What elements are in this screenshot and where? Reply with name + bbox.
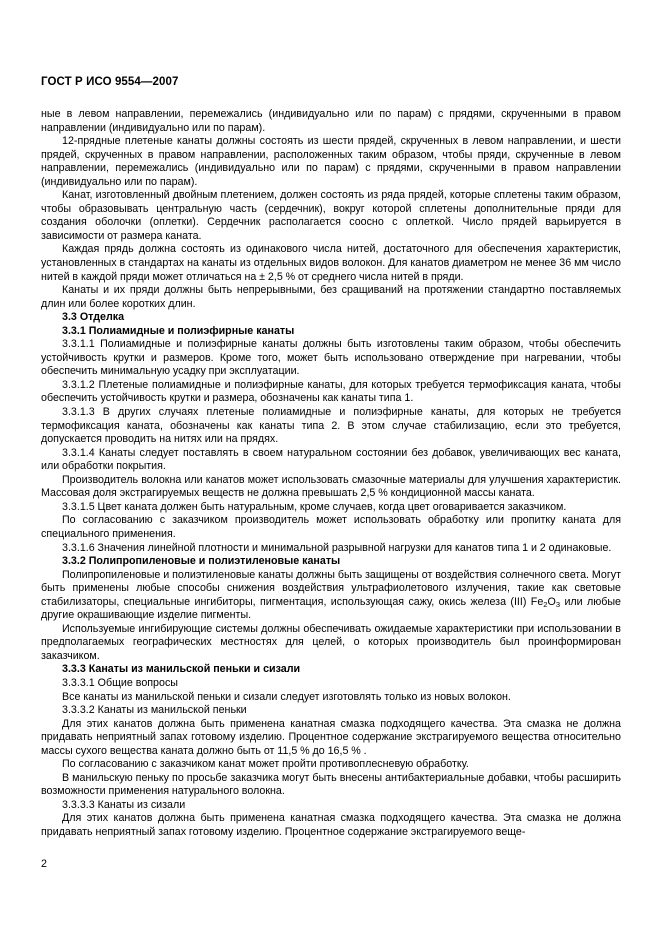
clause-3-3-1-5: 3.3.1.5 Цвет каната должен быть натуральным, кроме случаев, когда цвет оговаривается заказчиком.: [62, 500, 567, 513]
heading-3-3-3-1: 3.3.3.1 Общие вопросы: [62, 676, 178, 689]
clause-3-3-3-3-text: Для этих канатов должна быть применена канатная смазка подходящего качества. Эта смазка не должна придавать неприятный запах готовому изделию. Процентное содержание экстрагируемого веще-: [41, 812, 621, 838]
clause-3-3-3-2-antibacterial: В манильскую пеньку по просьбе заказчика могут быть внесены антибактериальные добавки, чтобы расширить возможности применения натурального волокна.: [41, 771, 621, 798]
clause-3-3-3-1-text: Все канаты из манильской пеньки и сизали следует изготовлять только из новых волокон.: [62, 690, 511, 703]
heading-3-3-3: 3.3.3 Канаты из манильской пеньки и сизали: [62, 663, 301, 676]
clause-3-3-1-2: 3.3.1.2 Плетеные полиамидные и полиэфирные канаты, для которых требуется термофиксация каната, чтобы обеспечить устойчивость крутки и размера, обозначены как канаты типа 1.: [41, 378, 621, 405]
clause-3-3-1-4: 3.3.1.4 Канаты следует поставлять в своем натуральном состоянии без добавок, увеличивающих вес каната, или обработки покрытия.: [41, 446, 621, 473]
paragraph-continued: ные в левом направлении, перемежались (индивидуально или по парам) с прядями, скрученными в правом направлении (индивидуально или по парам).: [41, 108, 621, 134]
heading-3-3-1: 3.3.1 Полиамидные и полиэфирные канаты: [62, 324, 295, 337]
clause-3-3-1-3: 3.3.1.3 В других случаях плетеные полиамидные и полиэфирные канаты, для которых не требуется термофиксация каната, обозначены как канаты типа 2. В этом случае стабилизацию, если это требуется, допускается проводить на нитях или на прядях.: [41, 406, 621, 446]
clause-3-3-2-inhibitors: Используемые ингибирующие системы должны обеспечивать ожидаемые характеристики при использовании в предполагаемых географических местностях для целей, о которых производитель был проинформирован заказчиком.: [41, 622, 621, 662]
heading-3-3-3-3: 3.3.3.3 Канаты из сизали: [62, 798, 186, 811]
heading-3-3-2: 3.3.2 Полипропиленовые и полиэтиленовые канаты: [62, 555, 341, 568]
clause-3-3-1-5-treatment: По согласованию с заказчиком производитель может использовать обработку или пропитку каната для специального применения.: [41, 514, 621, 540]
oxygen-symbol: O: [547, 595, 556, 608]
paragraph-double-braid: Канат, изготовленный двойным плетением, должен состоять из ряда прядей, которые сплетены таким образом, чтобы образовывать центральную часть (сердечник), вокруг которой сплетены дополнительные пряди для создания оболочки (оплетки). Сердечник располагается соосно с оплеткой. Число прядей варьируется в зависимости от размера каната.: [41, 189, 621, 242]
paragraph-strand-yarns: Каждая прядь должна состоять из одинакового числа нитей, достаточного для обеспечения характеристик, установленных в стандартах на канаты из отдельных видов волокон. Для канатов диаметром не менее 36 мм число нитей в каждой пряди может отличаться на ± 2,5 % от среднего числа нитей в пряди.: [41, 243, 621, 283]
clause-3-3-1-6: 3.3.1.6 Значения линейной плотности и минимальной разрывной нагрузки для канатов типа 1 и 2 одинаковые.: [62, 541, 612, 554]
heading-3-3-3-2: 3.3.3.2 Канаты из манильской пеньки: [62, 704, 247, 717]
clause-3-3-3-2-mildew: По согласованию с заказчиком канат может пройти противоплесневую обработку.: [62, 758, 469, 771]
clause-3-3-2-text-post: или любые другие окрашивающие изделие пигменты.: [41, 595, 621, 622]
subscript-three: 3: [555, 599, 561, 609]
clause-3-3-1-4-lubricants: Производитель волокна или канатов может использовать смазочные материалы для улучшения характеристик. Массовая доля экстрагируемых веществ не должна превышать 2,5 % кондиционной массы каната.: [41, 473, 621, 500]
heading-3-3: 3.3 Отделка: [62, 311, 125, 324]
paragraph-continuous: Канаты и их пряди должны быть непрерывными, без сращиваний на протяжении стандартно поставляемых длин или более коротких длин.: [41, 284, 621, 310]
clause-3-3-2-text-pre: Полипропиленовые и полиэтиленовые канаты должны быть защищены от воздействия солнечного света. Могут быть применены любые способы снижения воздействия ультрафиолетового излучения, такие как световые стабилизаторы, специальные ингибиторы, пигментация, использующая сажу, окись железа (III) Fe: [41, 568, 621, 608]
page-number: 2: [41, 858, 47, 870]
subscript-two: 2: [543, 599, 548, 609]
clause-3-3-3-2-lubricant: Для этих канатов должна быть применена канатная смазка подходящего качества. Эта смазка не должна придавать неприятный запах готовому изделию. Процентное содержание экстрагируемого вещества относительно массы сухого вещества каната должно быть от 11,5 % до 16,5 % .: [41, 717, 621, 757]
document-body: [41, 108, 621, 840]
clause-3-3-1-1: 3.3.1.1 Полиамидные и полиэфирные канаты должны быть изготовлены таким образом, чтобы обеспечить устойчивость крутки и размеров. Кроме того, может быть использовано отверждение при нагревании, чтобы обеспечить минимальную усадку при эксплуатации.: [41, 338, 621, 378]
paragraph-12-strand: 12-прядные плетеные канаты должны состоять из шести прядей, скрученных в левом направлении, и шести прядей, скрученных в правом направлении, расположенных таким образом, чтобы пряди, скрученные в левом направлении, перемежались (индивидуально или по парам) с прядями, скрученными в правом направлении (индивидуально или по парам).: [41, 135, 621, 188]
standard-header: ГОСТ Р ИСО 9554—2007: [41, 76, 179, 88]
clause-3-3-2-uv: [41, 569, 621, 623]
